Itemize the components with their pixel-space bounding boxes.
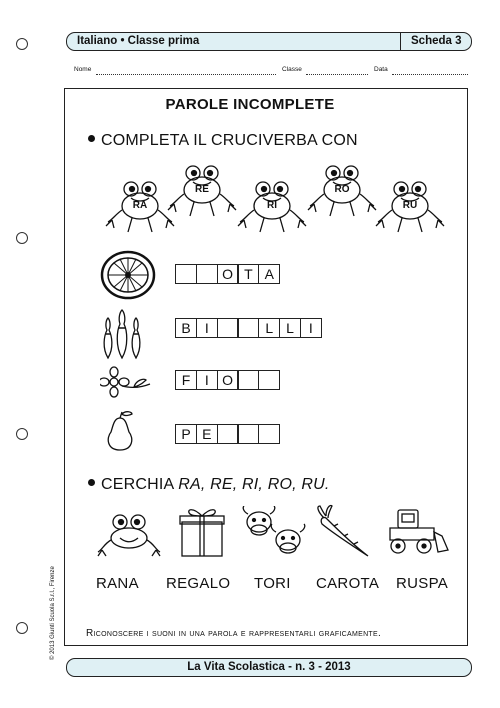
crossword-cell-filled: O: [217, 264, 239, 284]
crossword-cell-filled: A: [258, 264, 280, 284]
crossword-cell-empty[interactable]: [237, 318, 259, 338]
frog-icon: [96, 510, 162, 558]
frog-syllable-ri: RI: [267, 200, 277, 211]
classe-label: Classe: [282, 66, 302, 73]
crossword-cell-filled: O: [217, 370, 239, 390]
word-carota[interactable]: CAROTA: [316, 575, 380, 592]
pins-icon: [100, 308, 144, 360]
wheel-icon: [100, 250, 156, 300]
crossword-cell-empty[interactable]: [175, 264, 197, 284]
student-fields: [74, 66, 468, 78]
frog-syllable-re: RE: [195, 184, 209, 195]
crossword-cell-filled: I: [196, 370, 218, 390]
binder-hole-4: [16, 622, 28, 634]
binder-hole-3: [16, 428, 28, 440]
footer-label: La Vita Scolastica - n. 3 - 2013: [187, 661, 351, 673]
gift-icon: [178, 504, 226, 558]
word-ruspa[interactable]: RUSPA: [396, 575, 449, 592]
crossword-row: [175, 424, 279, 444]
crossword-cell-filled: I: [196, 318, 218, 338]
crossword-cell-empty[interactable]: [196, 264, 218, 284]
crossword-cell-filled: I: [300, 318, 322, 338]
classe-field[interactable]: [306, 74, 368, 75]
bulls-icon: [240, 506, 306, 556]
header-bar: [66, 32, 472, 51]
bullet-icon: [88, 479, 95, 486]
crossword-cell-empty[interactable]: [258, 424, 280, 444]
instruction-circle-prefix: CERCHIA: [101, 476, 174, 493]
instruction-crossword: [88, 132, 358, 150]
frog-syllable-ru: RU: [402, 200, 418, 211]
crossword-cell-filled: B: [175, 318, 197, 338]
header-divider: [400, 33, 401, 50]
crossword-cell-empty[interactable]: [258, 370, 280, 390]
footer-bar: [66, 658, 472, 677]
crossword-cell-filled: L: [279, 318, 301, 338]
crossword-cell-filled: L: [258, 318, 280, 338]
crossword-cell-empty[interactable]: [217, 424, 239, 444]
crossword-row: [175, 370, 279, 390]
nome-label: Nome: [74, 66, 92, 73]
copyright-notice: © 2013 Giunti Scuola S.r.l., Firenze: [50, 566, 56, 660]
crossword-cell-empty[interactable]: [237, 370, 259, 390]
crossword-cell-filled: T: [237, 264, 259, 284]
crossword-row: [175, 318, 321, 338]
word-regalo[interactable]: REGALO: [166, 575, 231, 592]
carrot-icon: [316, 504, 370, 558]
crossword-cell-filled: F: [175, 370, 197, 390]
excavator-icon: [384, 506, 450, 556]
instruction-crossword-text: COMPLETA IL CRUCIVERBA CON: [101, 132, 358, 149]
subject-label: Italiano • Classe prima: [77, 35, 200, 47]
word-rana[interactable]: RANA: [96, 575, 139, 592]
data-label: Data: [374, 66, 388, 73]
flower-icon: [100, 366, 154, 398]
pear-icon: [102, 410, 138, 452]
word-tori[interactable]: TORI: [254, 575, 291, 592]
learning-objective: Riconoscere i suoni in una parola e rappresentarli graficamente.: [86, 628, 382, 639]
crossword-row: [175, 264, 279, 284]
crossword-cell-filled: P: [175, 424, 197, 444]
frog-syllable-ra: RA: [132, 200, 148, 211]
crossword-cell-empty[interactable]: [217, 318, 239, 338]
frog-syllable-ro: RO: [334, 184, 350, 195]
page-title: PAROLE INCOMPLETE: [165, 96, 335, 113]
binder-hole-1: [16, 38, 28, 50]
crossword-cell-filled: E: [196, 424, 218, 444]
sheet-label: Scheda 3: [411, 35, 462, 47]
instruction-circle: [88, 476, 330, 494]
nome-field[interactable]: [96, 74, 276, 75]
bullet-icon: [88, 135, 95, 142]
binder-hole-2: [16, 232, 28, 244]
crossword-cell-empty[interactable]: [237, 424, 259, 444]
instruction-circle-syllables: RA, RE, RI, RO, RU.: [178, 476, 330, 493]
data-field[interactable]: [392, 74, 468, 75]
